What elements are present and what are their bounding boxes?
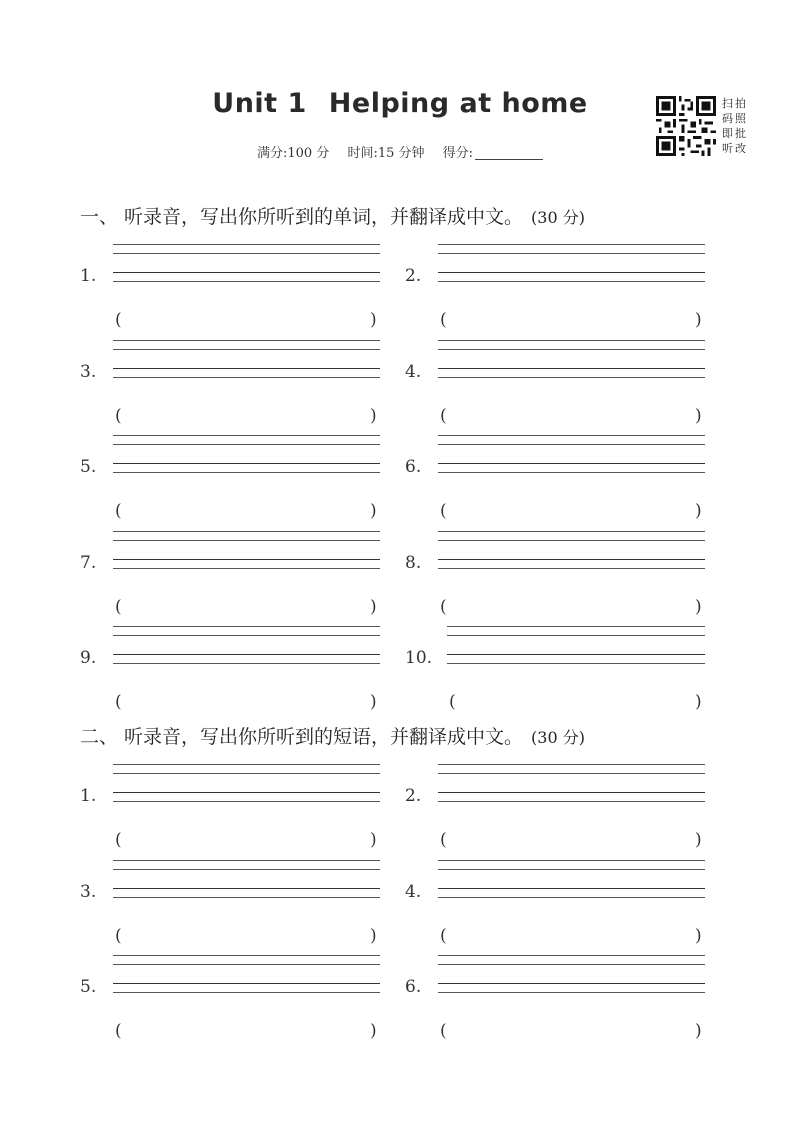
translation-blank[interactable] (461, 690, 689, 712)
translation-paren-close: ) (695, 692, 702, 712)
section-2-heading-text: 二、 听录音，写出你所听到的短语，并翻译成中文。 (80, 726, 524, 748)
translation-paren-open: ( (115, 310, 122, 330)
translation-paren-open: ( (440, 925, 447, 946)
translation-paren-open: ( (115, 1021, 122, 1041)
writing-line (113, 869, 380, 870)
translation-paren-open: ( (115, 830, 122, 850)
section-2-points: (30 分) (531, 728, 585, 747)
answer-item (80, 340, 385, 430)
translation-blank[interactable] (127, 1019, 364, 1041)
writing-line (113, 531, 380, 532)
answer-item (405, 340, 710, 430)
item-number: 9. (80, 648, 97, 668)
writing-line (438, 244, 705, 245)
score-blank[interactable] (475, 159, 543, 160)
writing-line (113, 992, 380, 993)
section-1-heading (80, 202, 740, 229)
writing-line (447, 635, 705, 636)
writing-line (438, 897, 705, 898)
writing-line (438, 568, 705, 569)
writing-line (113, 663, 380, 664)
answer-item (405, 435, 710, 525)
translation-blank[interactable] (452, 828, 689, 850)
item-number: 1. (80, 266, 97, 286)
writing-line (438, 349, 705, 350)
translation-paren-open: ( (115, 405, 122, 426)
writing-line (113, 253, 380, 254)
qr-caption (722, 96, 746, 156)
qr-caption-char: 批 (735, 127, 746, 140)
translation-paren-close: ) (370, 925, 377, 946)
writing-line (438, 531, 705, 532)
answer-item (80, 955, 385, 1045)
qr-code-icon[interactable] (656, 96, 716, 156)
time-label: 时间:15 分钟 (347, 146, 425, 161)
result-label: 得分: (442, 146, 474, 161)
writing-line (438, 983, 705, 984)
item-number: 3. (80, 361, 97, 382)
translation-blank[interactable] (452, 595, 689, 617)
writing-line (113, 340, 380, 341)
translation-blank[interactable] (127, 308, 364, 330)
writing-line (438, 540, 705, 541)
writing-line (113, 272, 380, 273)
item-number: 7. (80, 552, 97, 573)
qr-caption-char: 照 (735, 112, 746, 125)
qr-caption-char: 码 (722, 112, 733, 125)
item-number: 8. (405, 552, 422, 573)
writing-line (438, 860, 705, 861)
writing-line (438, 964, 705, 965)
writing-line (438, 764, 705, 765)
writing-line (438, 340, 705, 341)
writing-line (438, 955, 705, 956)
translation-paren-close: ) (370, 501, 377, 521)
writing-line (438, 253, 705, 254)
translation-paren-close: ) (695, 596, 702, 617)
translation-paren-open: ( (440, 310, 447, 330)
writing-line (113, 472, 380, 473)
writing-line (113, 281, 380, 282)
translation-blank[interactable] (127, 924, 364, 946)
writing-line (438, 368, 705, 369)
translation-paren-open: ( (440, 830, 447, 850)
writing-line (438, 559, 705, 560)
writing-line (113, 897, 380, 898)
item-number: 6. (405, 977, 422, 997)
answer-item (405, 764, 710, 854)
answer-item (80, 626, 385, 716)
answer-item (80, 435, 385, 525)
translation-paren-open: ( (440, 596, 447, 617)
writing-line (113, 559, 380, 560)
writing-line (113, 444, 380, 445)
score-label: 满分:100 分 (256, 146, 330, 161)
writing-line (113, 349, 380, 350)
writing-line (438, 377, 705, 378)
writing-line (447, 663, 705, 664)
writing-line (438, 472, 705, 473)
writing-line (113, 435, 380, 436)
writing-line (113, 964, 380, 965)
translation-paren-open: ( (115, 925, 122, 946)
writing-line (113, 773, 380, 774)
writing-line (113, 801, 380, 802)
item-number: 2. (405, 786, 422, 806)
translation-paren-close: ) (695, 310, 702, 330)
translation-paren-open: ( (440, 1021, 447, 1041)
item-number: 5. (80, 977, 97, 997)
writing-line (438, 435, 705, 436)
translation-paren-close: ) (370, 310, 377, 330)
qr-caption-char: 即 (722, 127, 733, 140)
writing-line (113, 983, 380, 984)
writing-line (438, 801, 705, 802)
writing-line (438, 888, 705, 889)
translation-paren-close: ) (695, 405, 702, 426)
item-number: 2. (405, 266, 422, 286)
writing-line (113, 540, 380, 541)
qr-caption-char: 扫 (722, 97, 733, 110)
title-text: Helping at home (328, 88, 588, 119)
translation-blank[interactable] (127, 828, 364, 850)
writing-line (113, 764, 380, 765)
translation-paren-close: ) (695, 501, 702, 521)
translation-blank[interactable] (127, 595, 364, 617)
writing-line (438, 773, 705, 774)
writing-line (447, 654, 705, 655)
writing-line (113, 377, 380, 378)
writing-line (438, 869, 705, 870)
writing-line (113, 635, 380, 636)
qr-caption-char: 听 (722, 142, 733, 155)
translation-paren-close: ) (695, 925, 702, 946)
translation-paren-close: ) (695, 1021, 702, 1041)
translation-paren-open: ( (115, 692, 122, 712)
item-number: 3. (80, 881, 97, 902)
translation-blank[interactable] (127, 690, 364, 712)
translation-blank[interactable] (127, 499, 364, 521)
writing-line (438, 792, 705, 793)
answer-item (405, 531, 710, 621)
translation-paren-close: ) (370, 596, 377, 617)
item-number: 6. (405, 457, 422, 477)
qr-caption-char: 改 (735, 142, 746, 155)
writing-line (438, 463, 705, 464)
writing-line (113, 463, 380, 464)
translation-blank[interactable] (452, 499, 689, 521)
answer-item (80, 860, 385, 950)
writing-line (438, 281, 705, 282)
qr-caption-char: 拍 (735, 97, 746, 110)
writing-line (113, 654, 380, 655)
translation-paren-close: ) (370, 405, 377, 426)
translation-paren-open: ( (115, 501, 122, 521)
translation-paren-open: ( (449, 692, 456, 712)
answer-item (80, 531, 385, 621)
translation-paren-close: ) (370, 830, 377, 850)
writing-line (438, 444, 705, 445)
writing-line (447, 626, 705, 627)
writing-line (113, 626, 380, 627)
section-2-heading (80, 722, 740, 749)
item-number: 4. (405, 881, 422, 902)
translation-blank[interactable] (452, 308, 689, 330)
answer-item (405, 955, 710, 1045)
translation-blank[interactable] (127, 404, 364, 426)
translation-paren-close: ) (370, 1021, 377, 1041)
writing-line (438, 272, 705, 273)
translation-paren-close: ) (695, 830, 702, 850)
section-1-points: (30 分) (531, 208, 585, 227)
answer-item (405, 860, 710, 950)
writing-line (113, 368, 380, 369)
writing-line (113, 860, 380, 861)
translation-blank[interactable] (452, 1019, 689, 1041)
writing-line (113, 568, 380, 569)
writing-line (113, 792, 380, 793)
section-1-heading-text: 一、 听录音，写出你所听到的单词，并翻译成中文。 (80, 206, 524, 228)
translation-paren-open: ( (440, 501, 447, 521)
title-unit: Unit 1 (212, 88, 307, 119)
writing-line (113, 955, 380, 956)
item-number: 5. (80, 457, 97, 477)
writing-line (113, 888, 380, 889)
translation-blank[interactable] (452, 404, 689, 426)
writing-line (113, 244, 380, 245)
answer-item (80, 244, 385, 334)
translation-paren-open: ( (115, 596, 122, 617)
item-number: 1. (80, 786, 97, 806)
item-number: 10. (405, 648, 433, 668)
answer-item (80, 764, 385, 854)
answer-item (405, 244, 710, 334)
answer-item (405, 626, 710, 716)
writing-line (438, 992, 705, 993)
translation-paren-close: ) (370, 692, 377, 712)
item-number: 4. (405, 361, 422, 382)
translation-blank[interactable] (452, 924, 689, 946)
translation-paren-open: ( (440, 405, 447, 426)
